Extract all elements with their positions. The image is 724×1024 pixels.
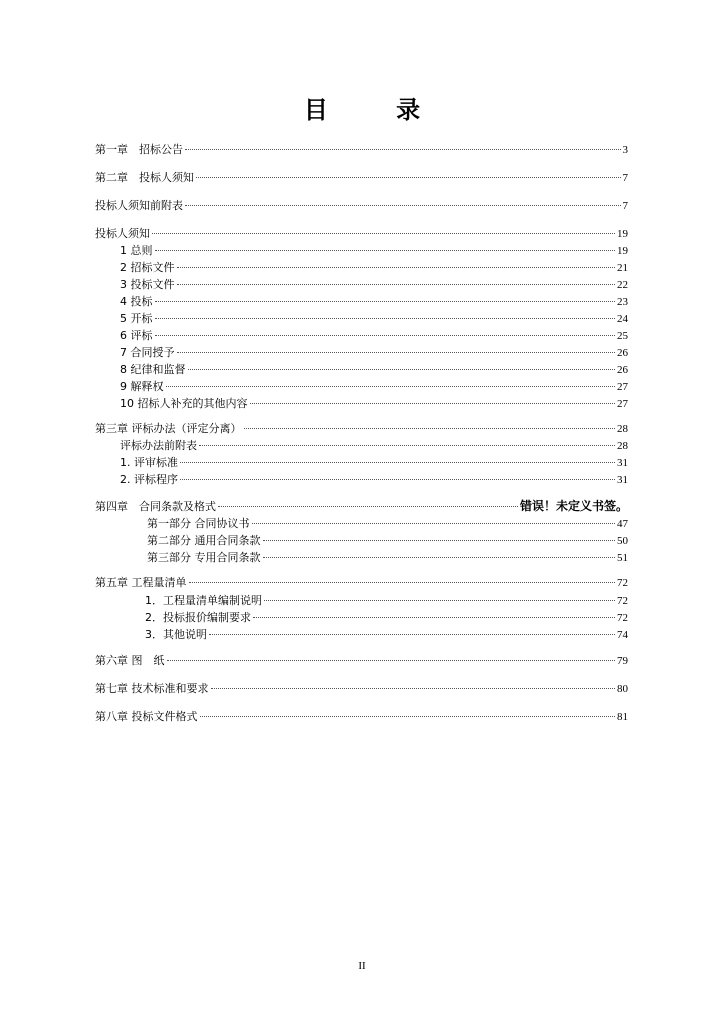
toc-entry-page: 51 (617, 552, 628, 564)
toc-entry-page: 81 (617, 711, 628, 723)
toc-entry-page: 74 (617, 629, 628, 641)
toc-entry[interactable] (145, 627, 628, 643)
dot-leader (155, 335, 616, 336)
toc-entry[interactable] (120, 379, 628, 395)
toc-entry-error: 错误！未定义书签。 (519, 499, 628, 513)
dot-leader (167, 660, 616, 661)
toc-entry-page: 22 (617, 279, 628, 291)
dot-leader (155, 318, 616, 319)
dot-leader (196, 177, 621, 178)
toc-entry-page: 7 (622, 200, 628, 212)
dot-leader (209, 634, 615, 635)
dot-leader (250, 403, 616, 404)
toc-entry-label: 10 招标人补充的其他内容 (120, 397, 248, 410)
toc-entry[interactable] (120, 362, 628, 378)
toc-entry[interactable] (95, 575, 628, 591)
toc-entry[interactable] (120, 438, 628, 454)
toc-entry-label: 6 评标 (120, 329, 153, 342)
toc-entry[interactable] (95, 142, 628, 158)
toc-entry[interactable] (95, 653, 628, 669)
toc-entry[interactable] (120, 311, 628, 327)
toc-entry-page: 72 (617, 577, 628, 589)
toc-entry-page: 26 (617, 364, 628, 376)
toc-entry-label: 1．工程量清单编制说明 (145, 594, 262, 607)
toc-entry[interactable] (147, 516, 628, 532)
dot-leader (188, 369, 616, 370)
toc-entry-label: 2．投标报价编制要求 (145, 611, 251, 624)
toc-entry[interactable] (120, 243, 628, 259)
toc-entry[interactable] (95, 198, 628, 214)
dot-leader (166, 386, 616, 387)
toc-entry[interactable] (95, 709, 628, 725)
dot-leader (200, 716, 616, 717)
toc-entry[interactable] (95, 226, 628, 242)
toc-entry-label: 第七章 技术标准和要求 (95, 682, 209, 695)
toc-entry-page: 28 (617, 440, 628, 452)
toc-entry-label: 第二章 投标人须知 (95, 171, 194, 184)
dot-leader (180, 479, 615, 480)
toc-entry-label: 第一部分 合同协议书 (147, 517, 250, 530)
toc-entry[interactable] (120, 396, 628, 412)
page-number: II (358, 960, 366, 972)
dot-leader (185, 205, 621, 206)
toc-entry-label: 8 纪律和监督 (120, 363, 186, 376)
dot-leader (199, 445, 615, 446)
dot-leader (189, 582, 616, 583)
toc-entry-label: 1 总则 (120, 244, 153, 257)
toc-entry-page: 31 (617, 457, 628, 469)
toc-entry-label: 第三部分 专用合同条款 (147, 551, 261, 564)
toc-entry[interactable] (95, 170, 628, 186)
toc-entry-label: 7 合同授予 (120, 346, 175, 359)
toc-entry[interactable] (95, 681, 628, 697)
dot-leader (177, 352, 616, 353)
toc-entry-label: 3．其他说明 (145, 628, 207, 641)
toc-entry[interactable] (120, 294, 628, 310)
toc-entry[interactable] (120, 260, 628, 276)
toc-entry-page: 72 (617, 595, 628, 607)
toc-entry-page: 31 (617, 474, 628, 486)
toc-entry-page: 25 (617, 330, 628, 342)
toc-entry-page: 19 (617, 228, 628, 240)
dot-leader (177, 267, 616, 268)
toc-entry-page: 19 (617, 245, 628, 257)
dot-leader (263, 557, 616, 558)
dot-leader (211, 688, 616, 689)
dot-leader (155, 301, 616, 302)
toc-entry-label: 3 投标文件 (120, 278, 175, 291)
dot-leader (177, 284, 616, 285)
dot-leader (180, 462, 615, 463)
toc-entry-label: 第四章 合同条款及格式 (95, 500, 216, 513)
toc-title: 目 录 (303, 96, 451, 124)
toc-entry-page: 79 (617, 655, 628, 667)
dot-leader (152, 233, 615, 234)
toc-entry-page: 3 (622, 144, 628, 156)
dot-leader (185, 149, 621, 150)
toc-entry[interactable] (95, 498, 628, 514)
toc-entry-label: 评标办法前附表 (120, 439, 197, 452)
dot-leader (252, 523, 616, 524)
dot-leader (218, 506, 518, 507)
toc-entry-page: 24 (617, 313, 628, 325)
dot-leader (244, 428, 616, 429)
toc-entry-page: 72 (617, 612, 628, 624)
toc-entry[interactable] (120, 328, 628, 344)
toc-entry-page: 28 (617, 423, 628, 435)
toc-entry-label: 第六章 图 纸 (95, 654, 165, 667)
toc-entry[interactable] (95, 421, 628, 437)
toc-entry-label: 1. 评审标准 (120, 456, 178, 469)
toc-entry-label: 2. 评标程序 (120, 473, 178, 486)
toc-entry-page: 21 (617, 262, 628, 274)
toc-entry-label: 第八章 投标文件格式 (95, 710, 198, 723)
toc-entry-page: 26 (617, 347, 628, 359)
dot-leader (253, 617, 615, 618)
toc-entry-label: 第五章 工程量清单 (95, 576, 187, 589)
toc-entry[interactable] (120, 277, 628, 293)
toc-entry-page: 47 (617, 518, 628, 530)
toc-entry-label: 9 解释权 (120, 380, 164, 393)
toc-entry-label: 投标人须知前附表 (95, 199, 183, 212)
toc-entry[interactable] (145, 610, 628, 626)
toc-entry-label: 投标人须知 (95, 227, 150, 240)
toc-entry-page: 27 (617, 398, 628, 410)
dot-leader (263, 540, 616, 541)
toc-entry-label: 第一章 招标公告 (95, 143, 183, 156)
toc-entry[interactable] (147, 533, 628, 549)
toc-entry[interactable] (147, 550, 628, 566)
dot-leader (155, 250, 616, 251)
toc-entry-label: 第三章 评标办法（评定分离） (95, 422, 242, 435)
toc-entry-label: 5 开标 (120, 312, 153, 325)
toc-entry-page: 23 (617, 296, 628, 308)
toc-entry-page: 27 (617, 381, 628, 393)
toc-entry-label: 2 招标文件 (120, 261, 175, 274)
toc-entry-page: 7 (622, 172, 628, 184)
toc-entry-page: 50 (617, 535, 628, 547)
toc-entry-label: 4 投标 (120, 295, 153, 308)
dot-leader (264, 600, 615, 601)
toc-entry[interactable] (120, 345, 628, 361)
toc-entry[interactable] (120, 455, 628, 471)
toc-entry-label: 第二部分 通用合同条款 (147, 534, 261, 547)
toc-entry[interactable] (120, 472, 628, 488)
toc-entry-page: 80 (617, 683, 628, 695)
toc-entry[interactable] (145, 593, 628, 609)
